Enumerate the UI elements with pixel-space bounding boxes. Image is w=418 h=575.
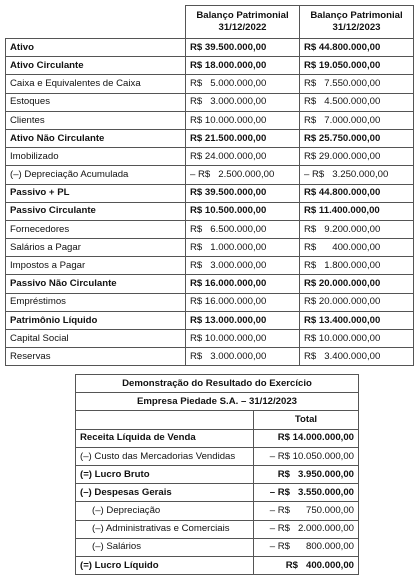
table-row <box>6 111 414 129</box>
value-v2023 <box>300 311 414 329</box>
amount-text: R$ 10.000.000,00 <box>190 114 267 126</box>
row-label: Empréstimos <box>6 293 186 311</box>
row-label: Receita Líquida de Venda <box>76 429 254 447</box>
row-label: Imobilizado <box>6 148 186 166</box>
row-value <box>254 484 359 502</box>
row-label: Salários a Pagar <box>6 239 186 257</box>
amount-text: R$ 10.000.000,00 <box>190 332 267 344</box>
table-row <box>6 57 414 75</box>
amount-text: R$ 16.000.000,00 <box>190 296 267 308</box>
row-label: (=) Lucro Bruto <box>76 465 254 483</box>
row-value <box>254 447 359 465</box>
amount-text: R$ 3.000.000,00 <box>190 96 267 108</box>
amount-text: R$ 20.000.000,00 <box>304 278 381 290</box>
table-row <box>6 93 414 111</box>
row-label: Ativo Circulante <box>6 57 186 75</box>
amount-text: – R$ 3.550.000,00 <box>269 486 355 498</box>
amount-text: R$ 5.000.000,00 <box>190 78 267 90</box>
amount-text: R$ 44.800.000,00 <box>304 187 381 199</box>
value-v2023 <box>300 330 414 348</box>
amount-text: R$ 39.500.000,00 <box>190 187 267 199</box>
header-2023-date: 31/12/2023 <box>332 22 381 33</box>
row-value <box>254 520 359 538</box>
amount-text: R$ 400.000,00 <box>304 241 381 253</box>
balance-sheet-body <box>6 39 414 366</box>
amount-text: – R$ 10.050.000,00 <box>269 450 355 462</box>
value-v2022 <box>186 257 300 275</box>
row-value <box>254 465 359 483</box>
amount-text: R$ 25.750.000,00 <box>304 132 381 144</box>
amount-text: R$ 18.000.000,00 <box>190 59 267 71</box>
value-v2023 <box>300 257 414 275</box>
value-v2023 <box>300 75 414 93</box>
value-v2022 <box>186 148 300 166</box>
table-row <box>6 257 414 275</box>
table-row <box>6 275 414 293</box>
row-label: Reservas <box>6 348 186 366</box>
amount-text: R$ 1.800.000,00 <box>304 260 381 272</box>
total-header: Total <box>254 411 359 429</box>
value-v2022 <box>186 75 300 93</box>
row-label: Impostos a Pagar <box>6 257 186 275</box>
header-2022-date: 31/12/2022 <box>218 22 267 33</box>
amount-text: R$ 400.000,00 <box>285 559 355 571</box>
row-label: Caixa e Equivalentes de Caixa <box>6 75 186 93</box>
balance-sheet-table <box>5 5 414 366</box>
row-label: Ativo Não Circulante <box>6 129 186 147</box>
amount-text: – R$ 800.000,00 <box>269 541 355 553</box>
amount-text: R$ 16.000.000,00 <box>190 278 267 290</box>
table-row <box>6 148 414 166</box>
amount-text: R$ 7.000.000,00 <box>304 114 381 126</box>
value-v2023 <box>300 239 414 257</box>
amount-text: R$ 24.000.000,00 <box>190 150 267 162</box>
value-v2022 <box>186 311 300 329</box>
amount-text: R$ 7.550.000,00 <box>304 78 381 90</box>
row-label: (–) Salários <box>76 538 254 556</box>
table-row <box>6 239 414 257</box>
row-label: Passivo Não Circulante <box>6 275 186 293</box>
row-label: Estoques <box>6 93 186 111</box>
table-row <box>6 220 414 238</box>
amount-text: R$ 10.500.000,00 <box>190 205 267 217</box>
row-label: Passivo Circulante <box>6 202 186 220</box>
amount-text: R$ 9.200.000,00 <box>304 223 381 235</box>
amount-text: R$ 13.400.000,00 <box>304 314 381 326</box>
value-v2023 <box>300 39 414 57</box>
value-v2022 <box>186 184 300 202</box>
table-row <box>6 184 414 202</box>
row-label: Ativo <box>6 39 186 57</box>
amount-text: R$ 1.000.000,00 <box>190 241 267 253</box>
amount-text: R$ 11.400.000,00 <box>304 205 380 217</box>
row-label: (–) Administrativas e Comerciais <box>76 520 254 538</box>
value-v2022 <box>186 57 300 75</box>
amount-text: R$ 21.500.000,00 <box>190 132 267 144</box>
value-v2022 <box>186 275 300 293</box>
value-v2022 <box>186 166 300 184</box>
header-2022 <box>186 6 300 39</box>
income-statement-title: Demonstração do Resultado do Exercício <box>76 375 359 393</box>
value-v2022 <box>186 330 300 348</box>
value-v2023 <box>300 348 414 366</box>
amount-text: R$ 3.000.000,00 <box>190 260 267 272</box>
table-row <box>76 520 359 538</box>
row-label: (–) Despesas Gerais <box>76 484 254 502</box>
value-v2022 <box>186 39 300 57</box>
income-statement-body <box>76 375 359 575</box>
table-row <box>6 293 414 311</box>
header-2022-title: Balanço Patrimonial <box>196 10 289 22</box>
row-label: Capital Social <box>6 330 186 348</box>
amount-text: R$ 14.000.000,00 <box>277 432 355 444</box>
income-statement-table <box>75 374 359 575</box>
value-v2022 <box>186 93 300 111</box>
amount-text: R$ 29.000.000,00 <box>304 150 381 162</box>
amount-text: R$ 19.050.000,00 <box>304 59 381 71</box>
row-label: (=) Lucro Líquido <box>76 556 254 574</box>
value-v2022 <box>186 111 300 129</box>
table-row <box>6 348 414 366</box>
value-v2023 <box>300 93 414 111</box>
amount-text: R$ 4.500.000,00 <box>304 96 381 108</box>
value-v2023 <box>300 202 414 220</box>
amount-text: R$ 13.000.000,00 <box>190 314 267 326</box>
amount-text: – R$ 750.000,00 <box>269 505 355 517</box>
value-v2023 <box>300 111 414 129</box>
amount-text: R$ 3.000.000,00 <box>190 350 267 362</box>
header-2023-title: Balanço Patrimonial <box>310 10 403 22</box>
amount-text: – R$ 2.500.000,00 <box>190 169 275 181</box>
value-v2022 <box>186 239 300 257</box>
value-v2023 <box>300 129 414 147</box>
table-row <box>6 330 414 348</box>
table-row <box>6 166 414 184</box>
blank-cell <box>76 411 254 429</box>
amount-text: – R$ 2.000.000,00 <box>269 523 355 535</box>
table-row <box>76 502 359 520</box>
blank-header-cell <box>6 6 186 39</box>
value-v2022 <box>186 348 300 366</box>
value-v2022 <box>186 202 300 220</box>
table-row <box>76 538 359 556</box>
table-row <box>6 75 414 93</box>
header-2023 <box>300 6 414 39</box>
row-label: Clientes <box>6 111 186 129</box>
amount-text: R$ 10.000.000,00 <box>304 332 381 344</box>
table-row <box>6 129 414 147</box>
row-label: Passivo + PL <box>6 184 186 202</box>
value-v2023 <box>300 293 414 311</box>
row-label: Patrimônio Líquido <box>6 311 186 329</box>
row-label: (–) Depreciação <box>76 502 254 520</box>
amount-text: R$ 39.500.000,00 <box>190 41 267 53</box>
value-v2023 <box>300 57 414 75</box>
value-v2022 <box>186 129 300 147</box>
amount-text: – R$ 3.250.000,00 <box>304 169 389 181</box>
value-v2022 <box>186 220 300 238</box>
row-label: Fornecedores <box>6 220 186 238</box>
row-label: (–) Custo das Mercadorias Vendidas <box>76 447 254 465</box>
row-label: (–) Depreciação Acumulada <box>6 166 186 184</box>
value-v2022 <box>186 293 300 311</box>
amount-text: R$ 44.800.000,00 <box>304 41 381 53</box>
table-row <box>6 311 414 329</box>
row-value <box>254 502 359 520</box>
amount-text: R$ 3.400.000,00 <box>304 350 381 362</box>
table-row <box>76 429 359 447</box>
amount-text: R$ 6.500.000,00 <box>190 223 267 235</box>
table-row <box>76 465 359 483</box>
table-row <box>6 202 414 220</box>
value-v2023 <box>300 275 414 293</box>
row-value <box>254 538 359 556</box>
income-statement-subtitle: Empresa Piedade S.A. – 31/12/2023 <box>76 393 359 411</box>
table-row <box>76 484 359 502</box>
amount-text: R$ 3.950.000,00 <box>277 468 355 480</box>
amount-text: R$ 20.000.000,00 <box>304 296 381 308</box>
value-v2023 <box>300 184 414 202</box>
value-v2023 <box>300 166 414 184</box>
table-row <box>76 556 359 574</box>
value-v2023 <box>300 220 414 238</box>
row-value <box>254 556 359 574</box>
table-row <box>6 39 414 57</box>
value-v2023 <box>300 148 414 166</box>
row-value <box>254 429 359 447</box>
table-row <box>76 447 359 465</box>
